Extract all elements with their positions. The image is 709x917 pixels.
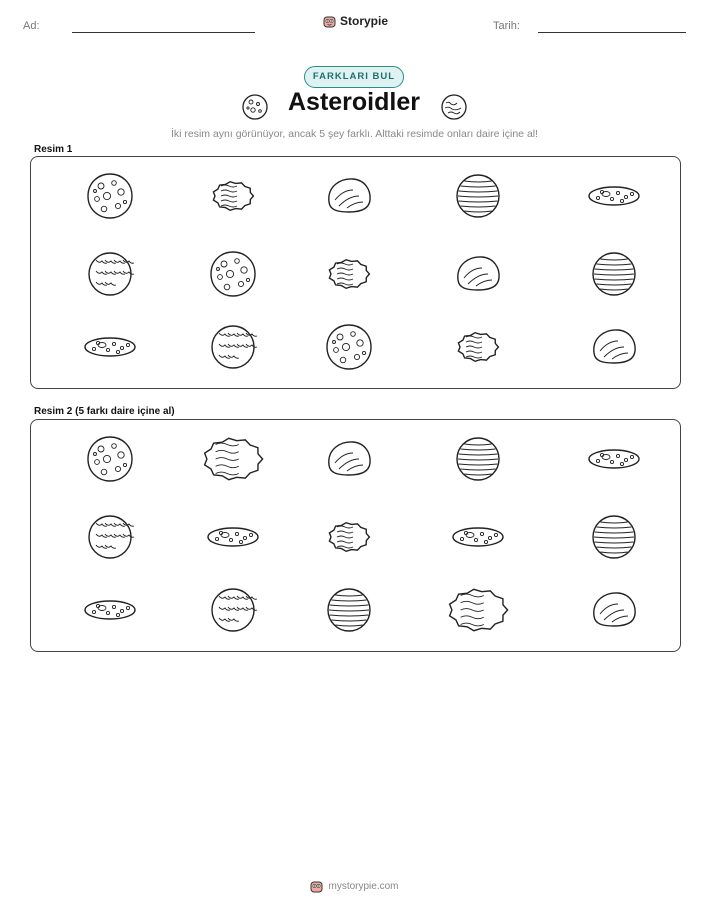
asteroid-decor-right-icon — [440, 93, 468, 121]
picture-1-flat-asteroid-icon — [75, 319, 145, 375]
picture-2-rocky-small-asteroid-icon[interactable] — [314, 509, 384, 565]
picture-2-rocky-large-asteroid-icon[interactable] — [198, 431, 268, 487]
picture-1-spotted-asteroid-icon — [75, 168, 145, 224]
footer-url[interactable]: mystorypie.com — [328, 881, 399, 892]
section2-label: Resim 2 (5 farkı daire içine al) — [34, 406, 175, 417]
picture-1-swirl-asteroid-icon — [579, 319, 649, 375]
picture-2-grid[interactable] — [30, 419, 681, 652]
picture-1-rocky-small-asteroid-icon — [314, 246, 384, 302]
picture-1-striped-asteroid-icon — [443, 168, 513, 224]
picture-1-striped-asteroid-icon — [579, 246, 649, 302]
name-label: Ad: — [23, 20, 40, 32]
picture-1-swirl-asteroid-icon — [443, 246, 513, 302]
picture-1-swirl-asteroid-icon — [314, 168, 384, 224]
date-field[interactable] — [538, 32, 686, 33]
picture-2-swirl-asteroid-icon[interactable] — [314, 431, 384, 487]
picture-2-flat-asteroid-icon[interactable] — [198, 509, 268, 565]
instructions-text: İki resim aynı görünüyor, ancak 5 şey farklı. Alttaki resimde onları daire içine al! — [170, 128, 539, 140]
picture-1-rocky-small-asteroid-icon — [198, 168, 268, 224]
storypie-mascot-icon — [310, 880, 323, 893]
date-label: Tarih: — [493, 20, 520, 32]
picture-2-flat-asteroid-icon[interactable] — [579, 431, 649, 487]
picture-2-round-textured-asteroid-icon[interactable] — [198, 582, 268, 638]
brand-logo — [323, 14, 388, 28]
picture-1-flat-asteroid-icon — [579, 168, 649, 224]
picture-2-striped-asteroid-icon[interactable] — [579, 509, 649, 565]
brand-name: Storypie — [340, 14, 389, 28]
picture-2-flat-asteroid-icon[interactable] — [75, 582, 145, 638]
picture-2-flat-asteroid-icon[interactable] — [443, 509, 513, 565]
name-field[interactable] — [72, 32, 255, 33]
picture-1-spotted-asteroid-icon — [198, 246, 268, 302]
picture-1-round-textured-asteroid-icon — [198, 319, 268, 375]
picture-2-striped-asteroid-icon[interactable] — [443, 431, 513, 487]
picture-1-spotted-asteroid-icon — [314, 319, 384, 375]
picture-2-spotted-asteroid-icon[interactable] — [75, 431, 145, 487]
storypie-mascot-icon — [323, 15, 336, 28]
section1-label: Resim 1 — [34, 144, 73, 155]
picture-2-striped-asteroid-icon[interactable] — [314, 582, 384, 638]
picture-2-rocky-large-asteroid-icon[interactable] — [443, 582, 513, 638]
picture-1-grid — [30, 156, 681, 389]
picture-2-round-textured-asteroid-icon[interactable] — [75, 509, 145, 565]
picture-2-swirl-asteroid-icon[interactable] — [579, 582, 649, 638]
picture-1-rocky-small-asteroid-icon — [443, 319, 513, 375]
activity-badge: FARKLARI BUL — [304, 66, 404, 88]
picture-1-round-textured-asteroid-icon — [75, 246, 145, 302]
page-title: Asteroidler — [288, 88, 420, 116]
footer — [0, 880, 709, 893]
